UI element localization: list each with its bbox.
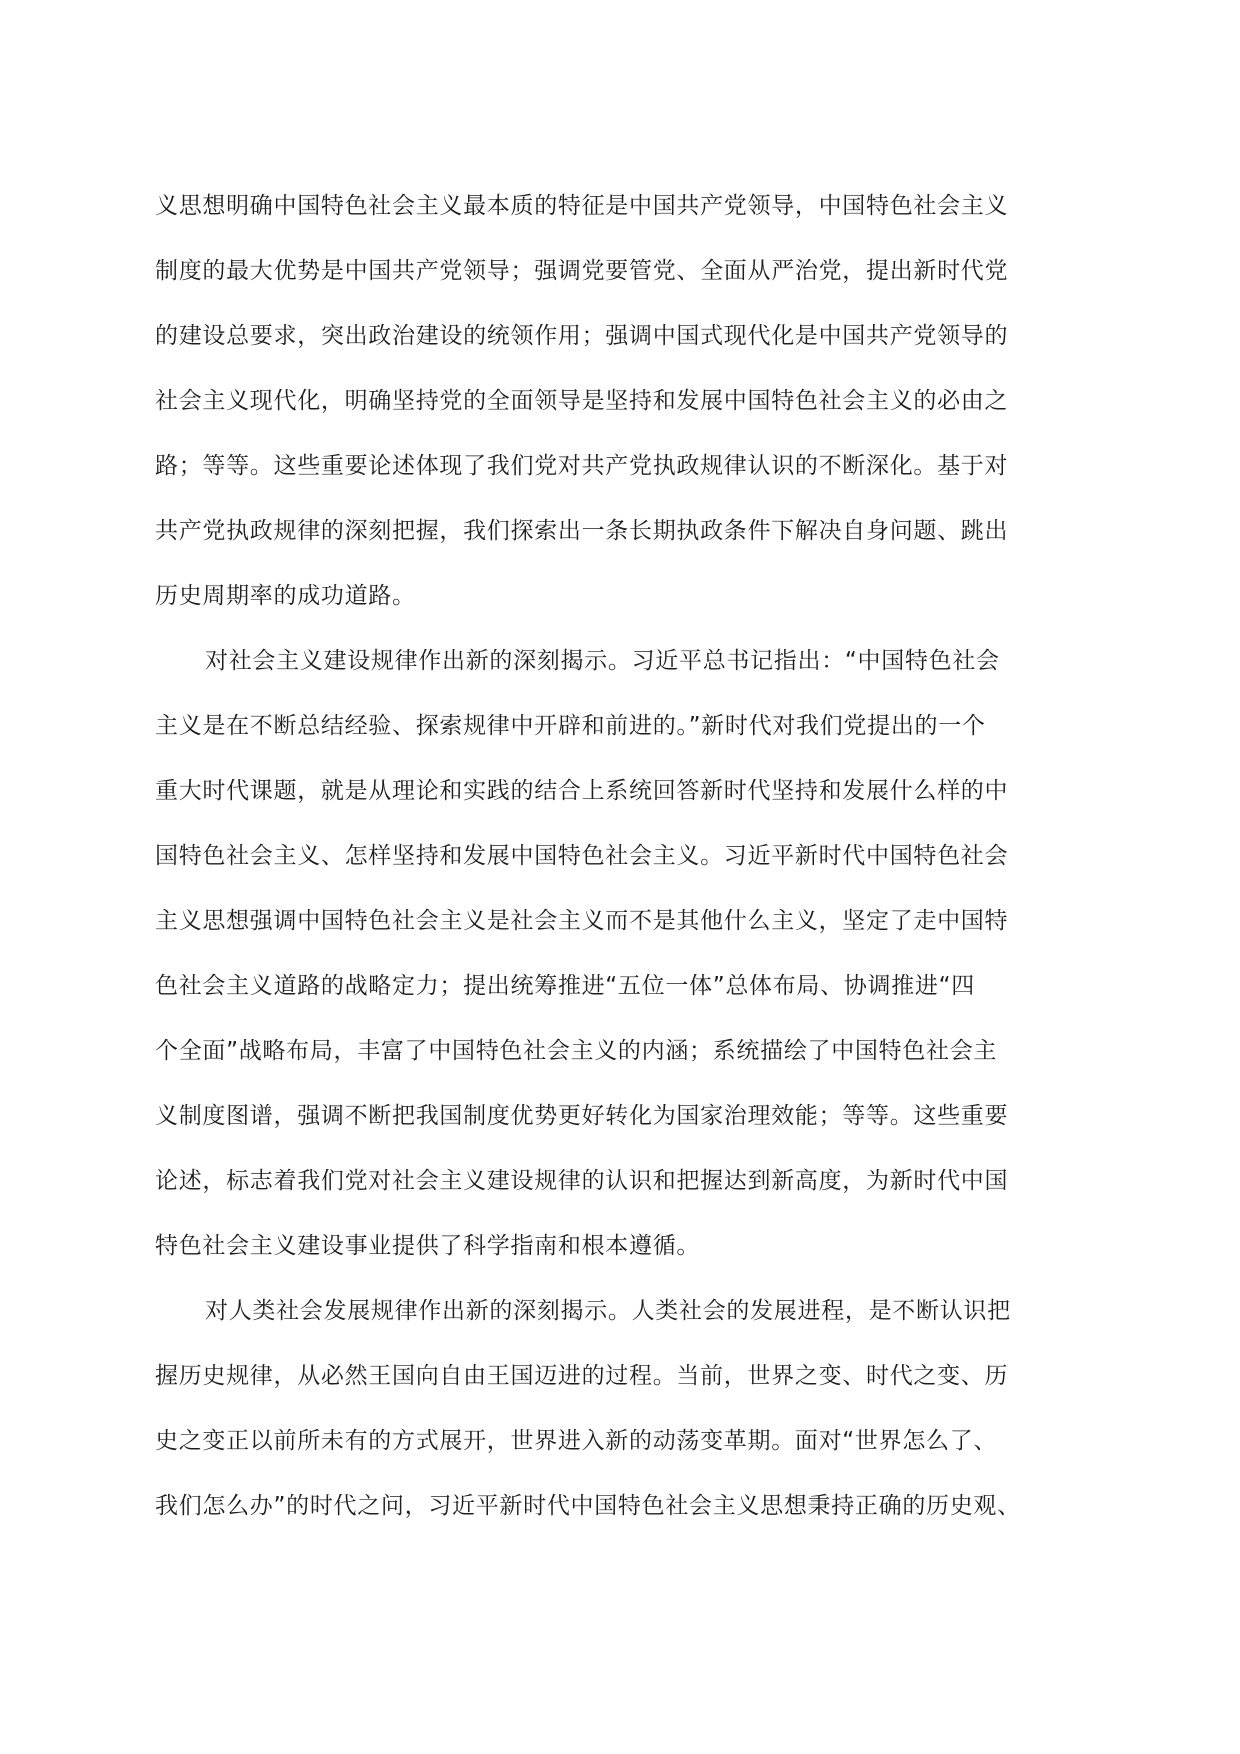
paragraph-socialism-law <box>155 645 1060 1295</box>
text-line: 主义思想强调中国特色社会主义是社会主义而不是其他什么主义，坚定了走中国特 <box>155 908 1009 934</box>
paragraph-continued <box>155 190 1060 645</box>
text-line: 史之变正以前所未有的方式展开，世界进入新的动荡变革期。面对“世界怎么了、 <box>155 1428 998 1454</box>
text-line: 握历史规律，从必然王国向自由王国迈进的过程。当前，世界之变、时代之变、历 <box>155 1363 1009 1389</box>
text-line: 色社会主义道路的战略定力；提出统筹推进“五位一体”总体布局、协调推进“四 <box>155 973 975 999</box>
text-line: 论述，标志着我们党对社会主义建设规律的认识和把握达到新高度，为新时代中国 <box>155 1168 1009 1194</box>
text-line: 的建设总要求，突出政治建设的统领作用；强调中国式现代化是中国共产党领导的 <box>155 323 1009 349</box>
text-line: 义制度图谱，强调不断把我国制度优势更好转化为国家治理效能；等等。这些重要 <box>155 1103 1009 1129</box>
text-line: 路；等等。这些重要论述体现了我们党对共产党执政规律认识的不断深化。基于对 <box>155 453 1009 479</box>
text-line: 义思想明确中国特色社会主义最本质的特征是中国共产党领导，中国特色社会主义 <box>155 193 1009 219</box>
text-line: 共产党执政规律的深刻把握，我们探索出一条长期执政条件下解决自身问题、跳出 <box>155 518 1009 544</box>
text-line: 重大时代课题，就是从理论和实践的结合上系统回答新时代坚持和发展什么样的中 <box>155 778 1009 804</box>
text-line: 我们怎么办”的时代之问，习近平新时代中国特色社会主义思想秉持正确的历史观、 <box>155 1493 1021 1519</box>
text-line: 对社会主义建设规律作出新的深刻揭示。习近平总书记指出：“中国特色社会 <box>205 648 1000 674</box>
text-line: 特色社会主义建设事业提供了科学指南和根本遵循。 <box>155 1233 701 1259</box>
text-line: 历史周期率的成功道路。 <box>155 583 416 609</box>
body-text <box>155 190 1060 1555</box>
text-line: 国特色社会主义、怎样坚持和发展中国特色社会主义。习近平新时代中国特色社会 <box>155 843 1009 869</box>
text-line: 社会主义现代化，明确坚持党的全面领导是坚持和发展中国特色社会主义的必由之 <box>155 388 1009 414</box>
paragraph-human-society-law <box>155 1295 1060 1555</box>
text-line: 个全面”战略布局，丰富了中国特色社会主义的内涵；系统描绘了中国特色社会主 <box>155 1038 998 1064</box>
text-line: 主义是在不断总结经验、探索规律中开辟和前进的。”新时代对我们党提出的一个 <box>155 713 986 739</box>
text-line: 对人类社会发展规律作出新的深刻揭示。人类社会的发展进程，是不断认识把 <box>205 1298 1011 1324</box>
text-line: 制度的最大优势是中国共产党领导；强调党要管党、全面从严治党，提出新时代党 <box>155 258 1009 284</box>
